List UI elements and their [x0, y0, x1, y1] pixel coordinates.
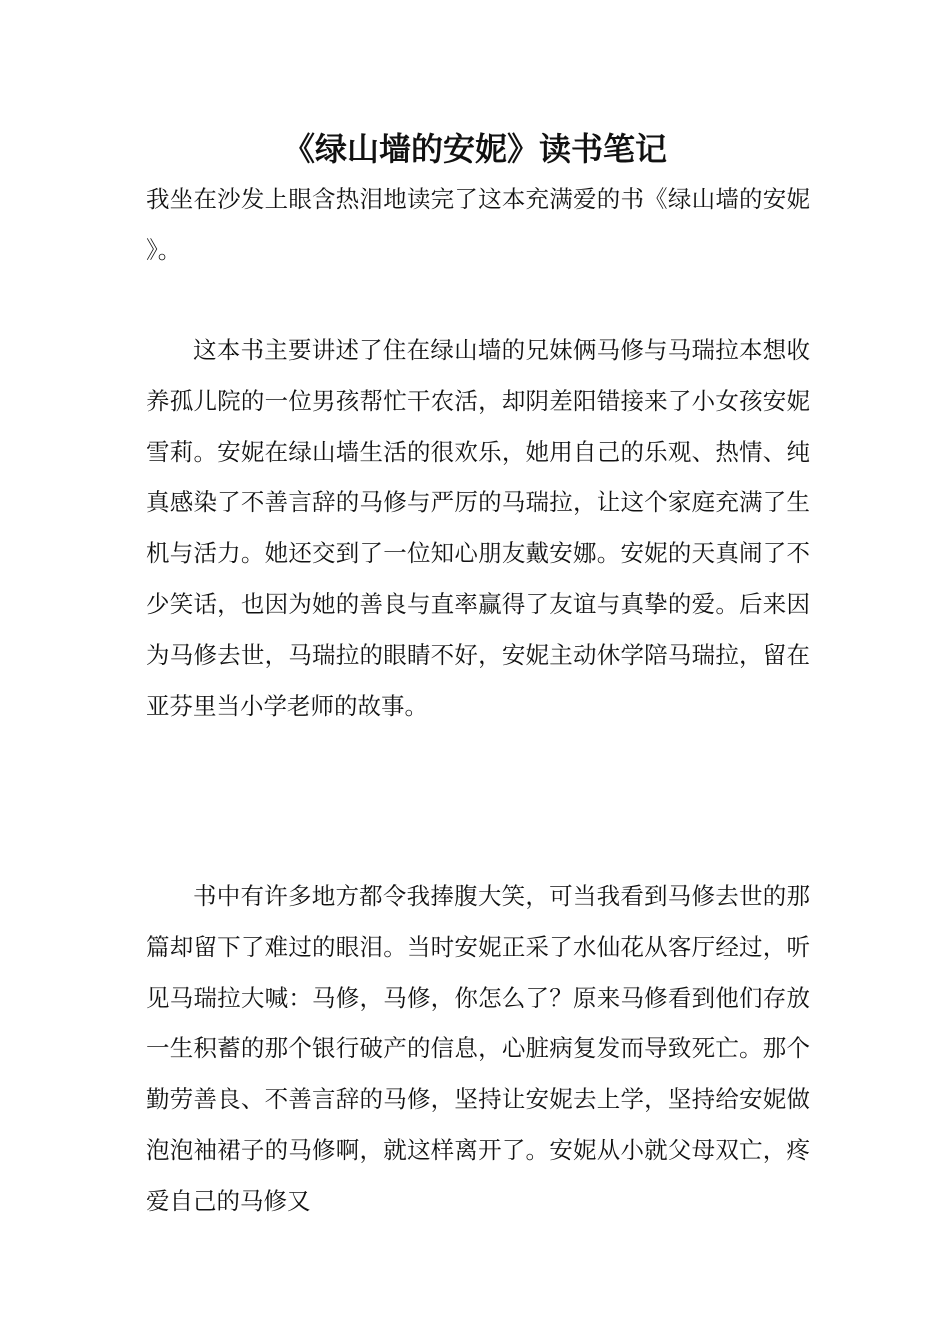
paragraph-summary: 这本书主要讲述了住在绿山墙的兄妹俩马修与马瑞拉本想收养孤儿院的一位男孩帮忙干农活，却阴差阳错接来了小女孩安妮雪莉。安妮在绿山墙生活的很欢乐，她用自己的乐观、热情、纯真感染了不善言辞的马修与严厉的马瑞拉，让这个家庭充满了生机与活力。她还交到了一位知心朋友戴安娜。安妮的天真闹了不少笑话，也因为她的善良与直率赢得了友谊与真挚的爱。后来因为马修去世，马瑞拉的眼睛不好，安妮主动休学陪马瑞拉，留在亚芬里当小学老师的故事。 [146, 336, 810, 720]
document-title: 《绿山墙的安妮》读书笔记 [282, 130, 667, 168]
paragraph-reflection: 书中有许多地方都令我捧腹大笑，可当我看到马修去世的那篇却留下了难过的眼泪。当时安妮正采了水仙花从客厅经过，听见马瑞拉大喊：马修，马修，你怎么了？原来马修看到他们存放一生积蓄的那个银行破产的信息，心脏病复发而导致死亡。那个勤劳善良、不善言辞的马修，坚持让安妮去上学，坚持给安妮做泡泡袖裙子的马修啊，就这样离开了。安妮从小就父母双亡，疼爱自己的马修又 [146, 882, 810, 1215]
paragraph-intro: 我坐在沙发上眼含热泪地读完了这本充满爱的书《绿山墙的安妮》。 [146, 185, 810, 264]
